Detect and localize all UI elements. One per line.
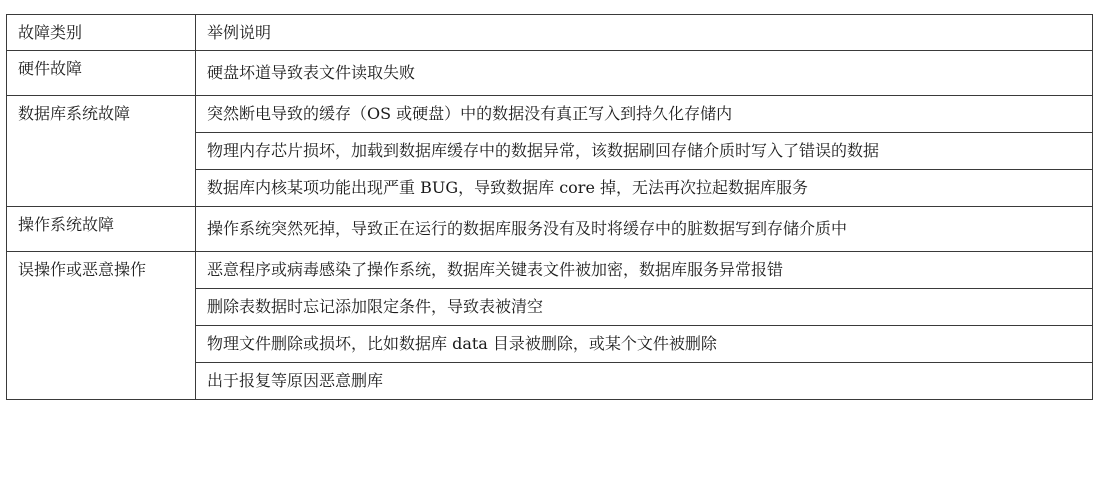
- example-cell: 数据库内核某项功能出现严重 BUG，导致数据库 core 掉，无法再次拉起数据库服务: [196, 170, 1093, 207]
- table-row: [7, 96, 1093, 133]
- category-cell: 误操作或恶意操作: [7, 252, 196, 400]
- table-header-row: [7, 15, 1093, 51]
- example-cell: 突然断电导致的缓存（OS 或硬盘）中的数据没有真正写入到持久化存储内: [196, 96, 1093, 133]
- example-cell: 删除表数据时忘记添加限定条件，导致表被清空: [196, 289, 1093, 326]
- example-cell: 操作系统突然死掉，导致正在运行的数据库服务没有及时将缓存中的脏数据写到存储介质中: [196, 207, 1093, 252]
- example-cell: 物理文件删除或损坏，比如数据库 data 目录被删除，或某个文件被删除: [196, 326, 1093, 363]
- table-row: [7, 207, 1093, 252]
- header-category-cell: 故障类别: [7, 15, 196, 51]
- table-row: [7, 252, 1093, 289]
- category-cell: 硬件故障: [7, 51, 196, 96]
- header-example-cell: 举例说明: [196, 15, 1093, 51]
- example-cell: 出于报复等原因恶意删库: [196, 363, 1093, 400]
- example-cell: 硬盘坏道导致表文件读取失败: [196, 51, 1093, 96]
- category-cell: 数据库系统故障: [7, 96, 196, 207]
- example-cell: 物理内存芯片损坏，加载到数据库缓存中的数据异常，该数据刷回存储介质时写入了错误的数据: [196, 133, 1093, 170]
- fault-table: [6, 14, 1093, 400]
- category-cell: 操作系统故障: [7, 207, 196, 252]
- example-cell: 恶意程序或病毒感染了操作系统，数据库关键表文件被加密，数据库服务异常报错: [196, 252, 1093, 289]
- table-row: [7, 51, 1093, 96]
